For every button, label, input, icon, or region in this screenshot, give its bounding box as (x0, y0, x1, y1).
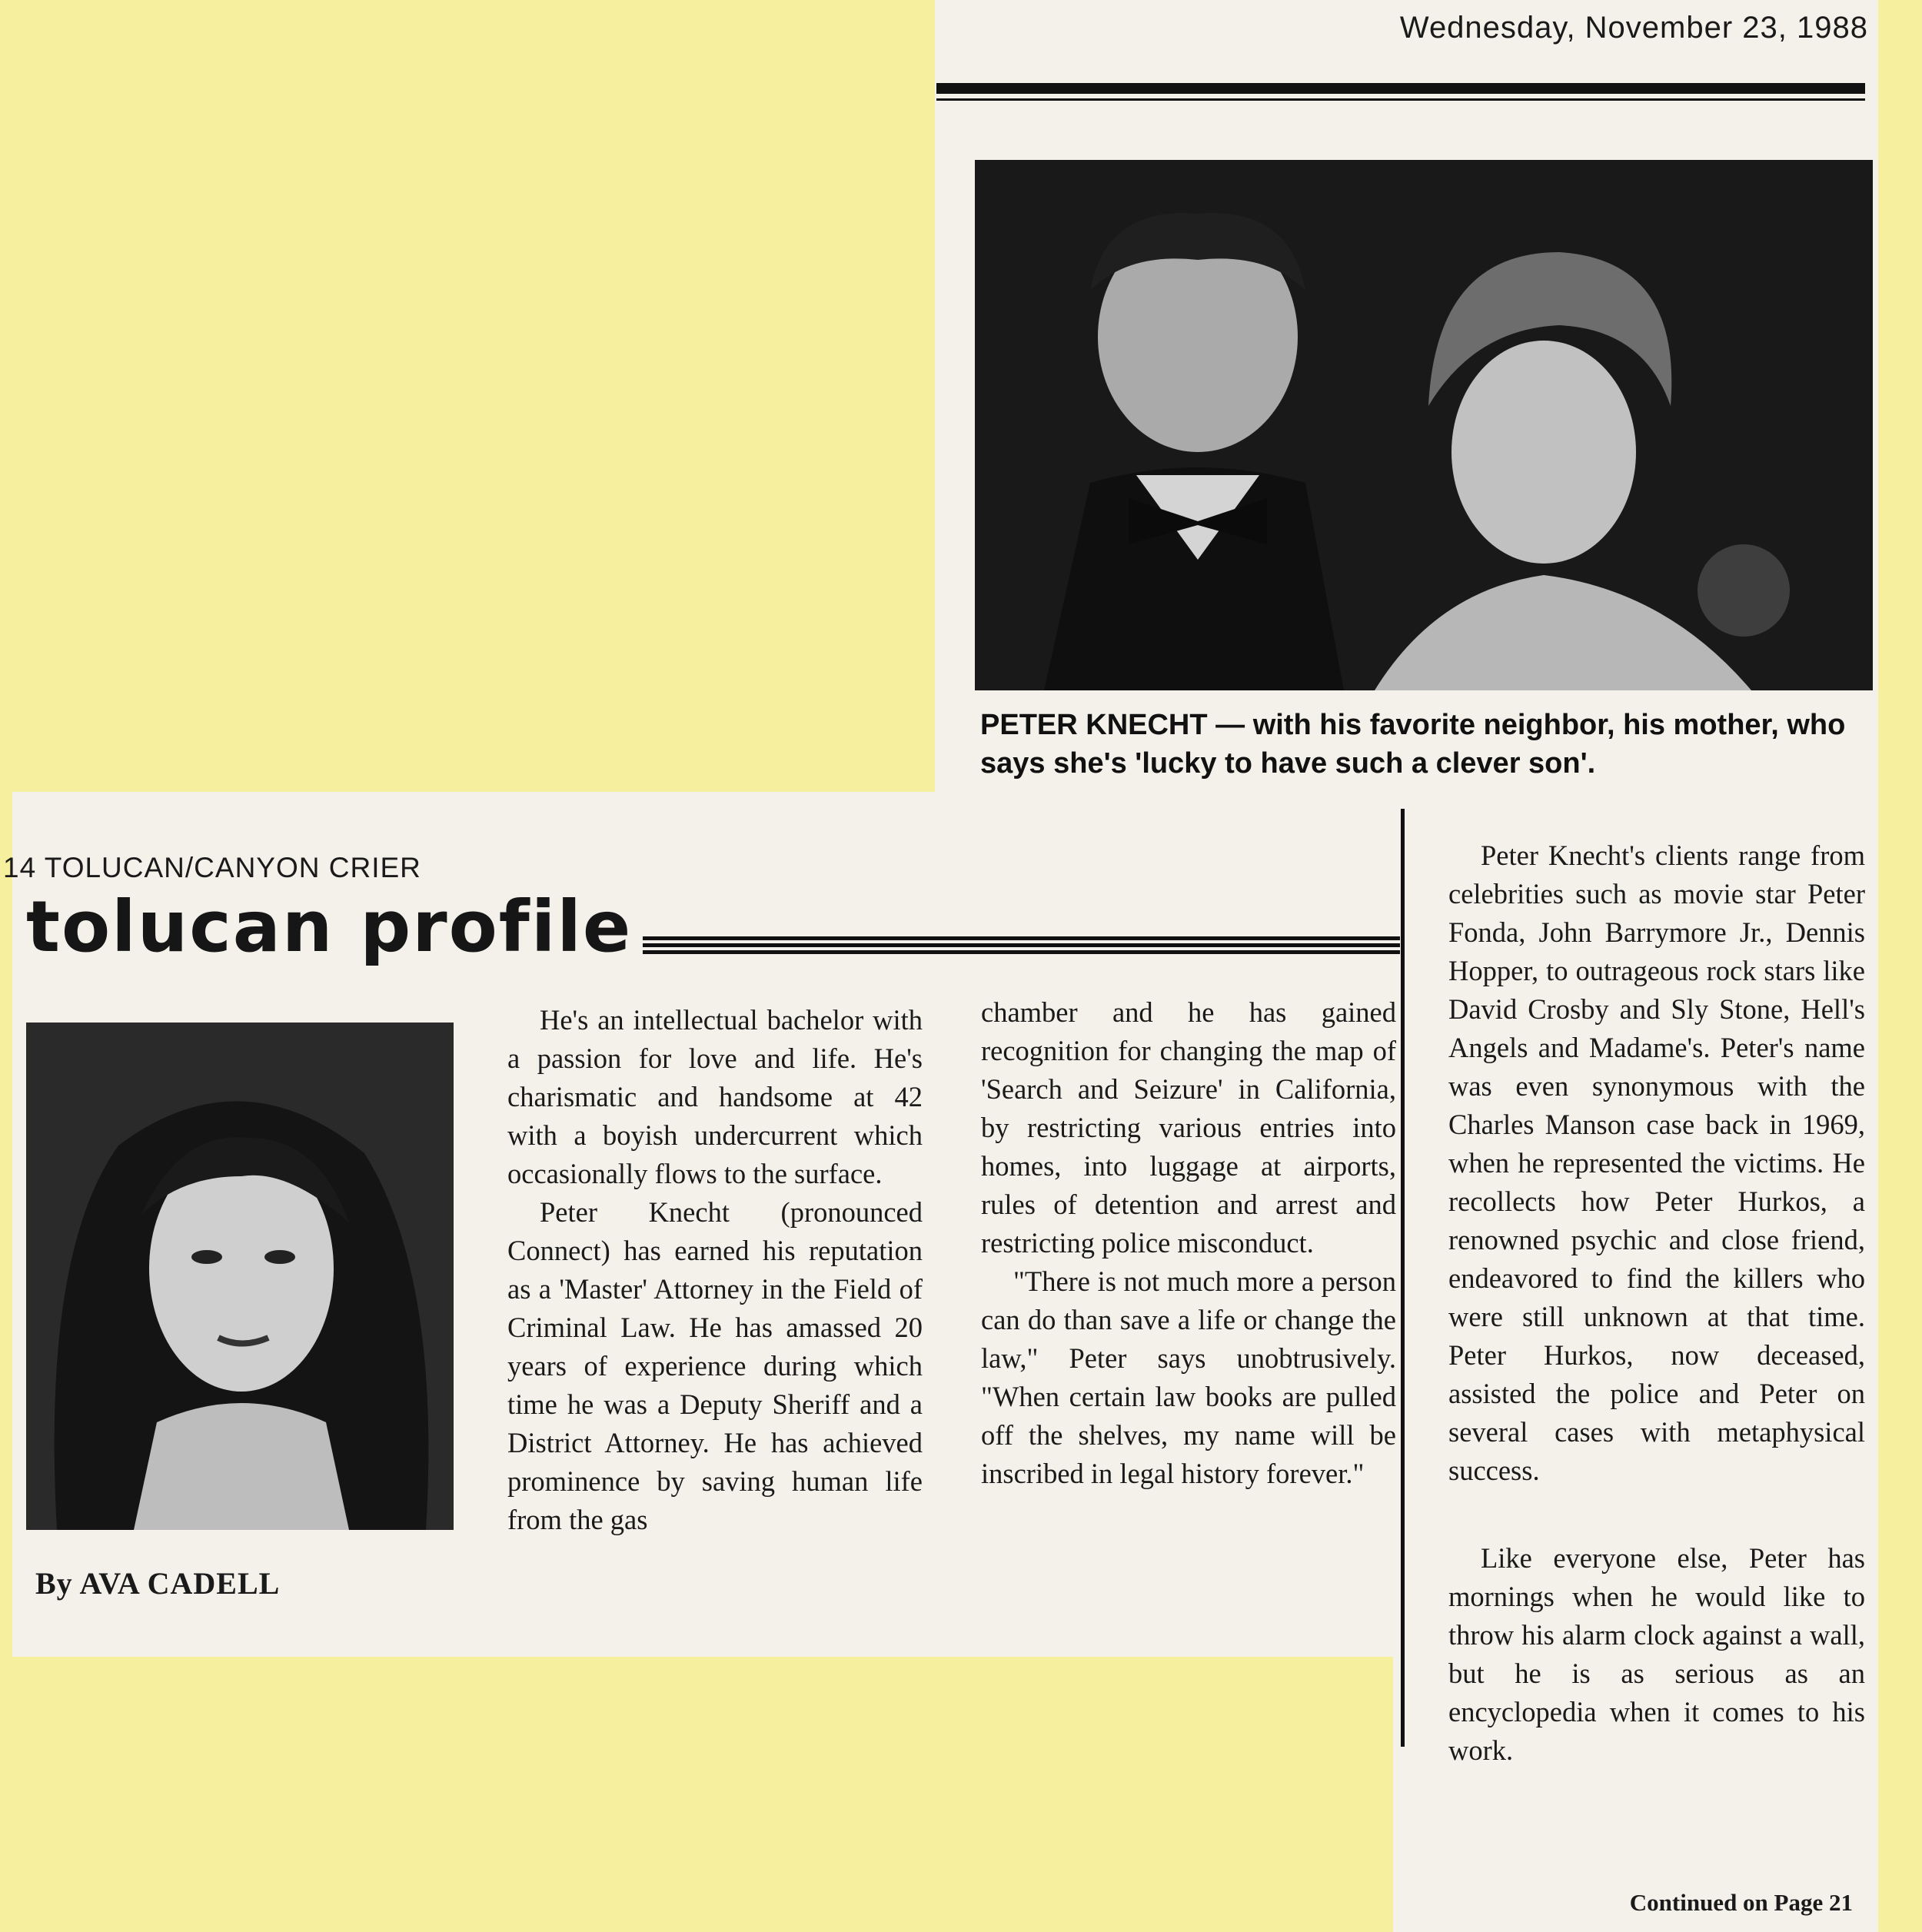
masthead-title: tolucan profile (26, 886, 633, 968)
byline: By AVA CADELL (35, 1566, 281, 1601)
paragraph: "There is not much more a person can do than save a life or change the law," Peter says unobtrusively. "When certain law books are pulled off the shelves, my name will be inscribed in legal history forever." (981, 1265, 1396, 1489)
top-rule (936, 83, 1865, 94)
paragraph: Peter Knecht (pronounced Connect) has earned his reputation as a 'Master' Attorney in the Field of Criminal Law. He has amassed 20 years of experience during which time he was a Deputy Sheriff and a District Attorney. He has achieved prominence by saving human life from the gas (507, 1196, 923, 1535)
column-divider (1401, 809, 1405, 1747)
paragraph: He's an intellectual bachelor with a passion for love and life. He's charismatic and handsome at 42 with a boyish undercurrent which occasionally flows to the surface. (507, 1004, 923, 1189)
paragraph: chamber and he has gained recognition for changing the map of 'Search and Seizure' in California, by restricting various entries into homes, into luggage at airports, rules of detention and arrest and restricting police misconduct. (981, 996, 1396, 1259)
top-rule-thin (936, 98, 1865, 101)
article-column-2 (981, 993, 1396, 1493)
article-column-1 (507, 1001, 923, 1539)
dateline: Wednesday, November 23, 1988 (1399, 11, 1868, 45)
photo-ava-cadell (26, 1023, 454, 1530)
photo-caption: PETER KNECHT — with his favorite neighbor, his mother, who says she's 'lucky to have such a clever son'. (980, 709, 1846, 780)
section-tag: 14 TOLUCAN/CANYON CRIER (3, 852, 421, 883)
photo-knecht-and-mother (975, 160, 1873, 690)
article-column-3 (1448, 836, 1865, 1770)
masthead-rules (643, 936, 1400, 956)
paragraph: Peter Knecht's clients range from celebrities such as movie star Peter Fonda, John Barrymore Jr., Dennis Hopper, to outrageous rock stars like David Crosby and Sly Stone, Hell's Angels and Madame's. Peter's name was even synonymous with the Charles Manson case back in 1969, when he represented the victims. He recollects how Peter Hurkos, a renowned psychic and close friend, endeavored to find the killers who were still unknown at that time. Peter Hurkos, now deceased, assisted the police and Peter on several cases with metaphysical success. (1448, 840, 1865, 1486)
continued-note: Continued on Page 21 (1629, 1889, 1853, 1916)
paragraph: Like everyone else, Peter has mornings when he would like to throw his alarm clock against a wall, but he is as serious as an encyclopedia when it comes to his work. (1448, 1542, 1865, 1766)
